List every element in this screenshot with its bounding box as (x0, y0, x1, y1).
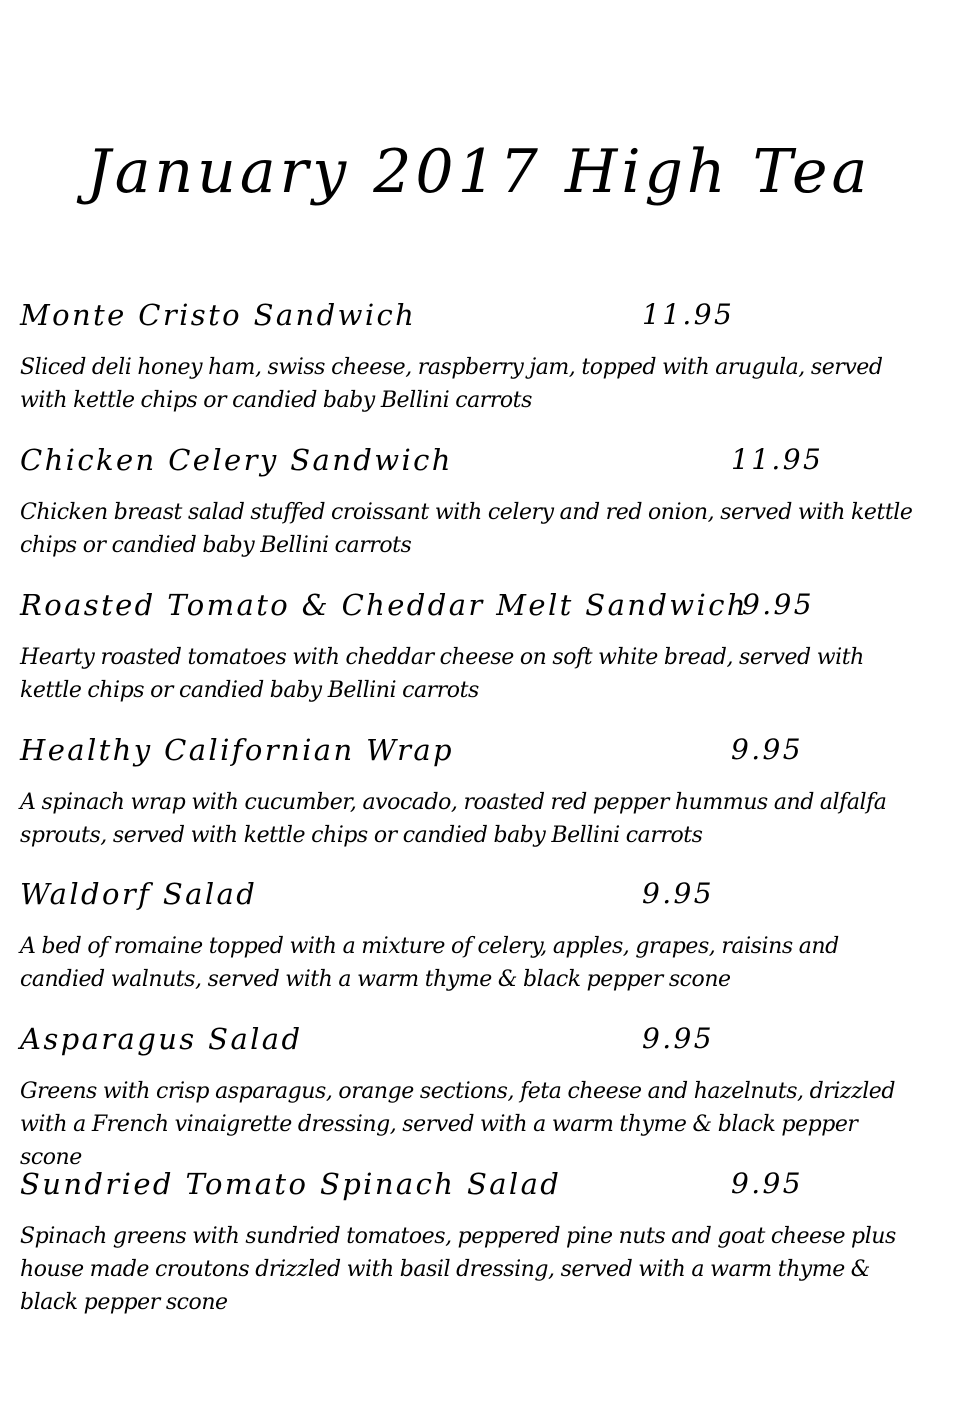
menu-title: January 2017 High Tea (86, 137, 872, 207)
menu-item-price: 11.95 (731, 443, 824, 476)
menu-item-description: Sliced deli honey ham, swiss cheese, raspberry jam, topped with arugula, served with kettle chips or candied baby Bellini carrots (20, 355, 883, 413)
menu-item-name: Roasted Tomato & Cheddar Melt Sandwich (20, 588, 748, 622)
menu-item-price: 9.95 (731, 733, 803, 766)
menu-item-price: 11.95 (642, 298, 735, 331)
menu-item-price: 9.95 (731, 1167, 803, 1200)
menu-item-name: Chicken Celery Sandwich (20, 443, 453, 477)
menu-item-name: Waldorf Salad (20, 877, 258, 911)
menu-item-price: 9.95 (642, 877, 714, 910)
menu-item-description: Hearty roasted tomatoes with cheddar cheese on soft white bread, served with kettle chips or candied baby Bellini carrots (20, 645, 864, 703)
menu-item-description: Spinach greens with sundried tomatoes, peppered pine nuts and goat cheese plus house made croutons drizzled with basil dressing, served with a warm thyme & black pepper scone (20, 1224, 896, 1315)
menu-item-description: Chicken breast salad stuffed croissant with celery and red onion, served with kettle chips or candied baby Bellini carrots (20, 500, 913, 558)
menu-item-name: Healthy Californian Wrap (20, 733, 454, 767)
menu-item-name: Sundried Tomato Spinach Salad (20, 1167, 562, 1201)
menu-item-description: A spinach wrap with cucumber, avocado, roasted red pepper hummus and alfalfa sprouts, served with kettle chips or candied baby Bellini carrots (20, 790, 887, 848)
menu-item-price: 9.95 (642, 1022, 714, 1055)
menu-item-name: Asparagus Salad (20, 1022, 303, 1056)
menu-item-price: 9.95 (742, 588, 814, 621)
menu-item-name: Monte Cristo Sandwich (20, 298, 417, 332)
menu-item-description: A bed of romaine topped with a mixture of celery, apples, grapes, raisins and candied walnuts, served with a warm thyme & black pepper scone (20, 934, 839, 992)
menu-item-description: Greens with crisp asparagus, orange sections, feta cheese and hazelnuts, drizzled with a French vinaigrette dressing, served with a warm thyme & black pepper scone (20, 1079, 895, 1170)
